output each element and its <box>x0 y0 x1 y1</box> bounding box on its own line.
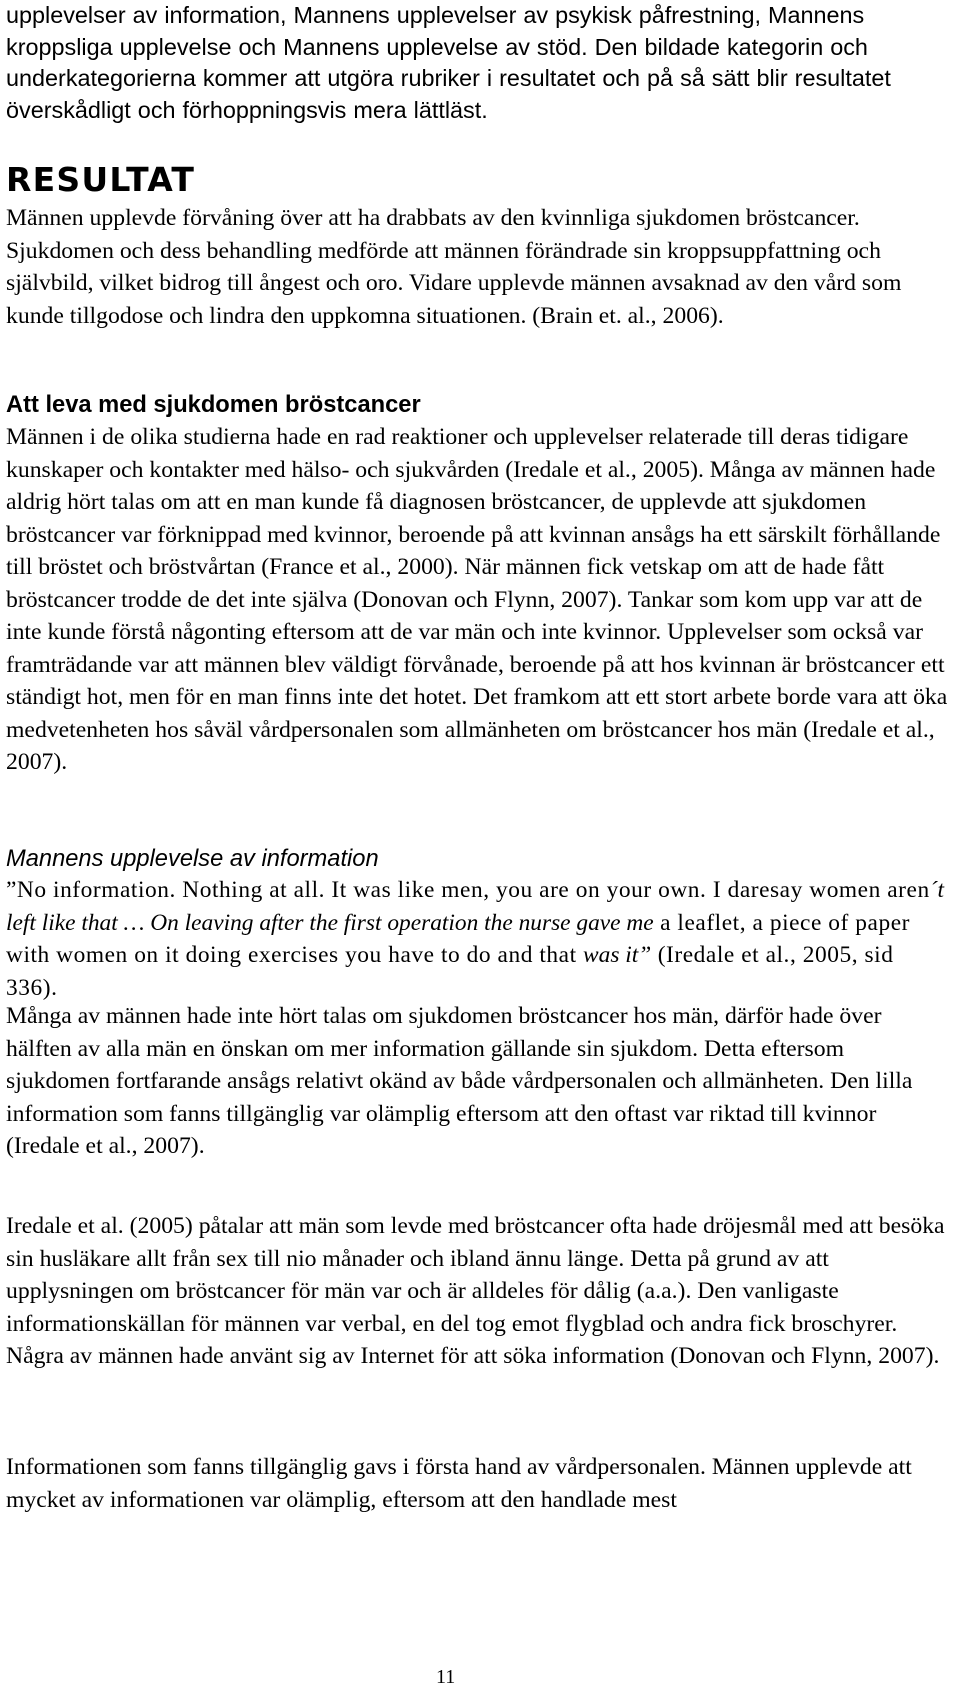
quote-text-regular: ”No information. Nothing at all. It was like men, you are on your own. I daresay women aren <box>6 877 930 903</box>
intro-paragraph: upplevelser av information, Mannens upplevelser av psykisk påfrestning, Mannens kroppsliga upplevelse och Mannens upplevelse av stöd. Den bildade kategorin och underkategorierna kommer att utgöra rubriker i resultatet och på så sätt blir resultatet överskådligt och förhoppningsvis mera lättläst. <box>6 2 891 124</box>
results-heading: RESULTAT <box>6 160 196 199</box>
section-heading-information: Mannens upplevelse av information <box>6 846 379 872</box>
information-paragraph-1: Många av männen hade inte hört talas om sjukdomen bröstcancer hos män, därför hade över hälften av alla män en önskan om mer information gällande sin sjukdom. Detta eftersom sjukdomen fortfarande ansågs relativt okänd av både vårdpersonalen och allmänheten. Den lilla information som fanns tillgänglig var olämplig eftersom att den oftast var riktad till kvinnor (Iredale et al., 2007). <box>6 1003 913 1159</box>
living-paragraph: Männen i de olika studierna hade en rad reaktioner och upplevelser relaterade till deras tidigare kunskaper och kontakter med hälso- och sjukvården (Iredale et al., 2005). Många av männen hade aldrig hört talas om att en man kunde få diagnosen bröstcancer, de upplevde att sjukdomen bröstcancer var förknippad med kvinnor, beroende på att kvinnan ansågs ha ett särskilt förhållande till bröstet och bröstvårtan (France et al., 2000). När männen fick vetskap om att de hade fått bröstcancer trodde de det inte själva (Donovan och Flynn, 2007). Tankar som kom upp var att de inte kunde förstå någonting eftersom att de var män och inte kvinnor. Upplevelser som också var framträdande var att männen blev väldigt förvånade, beroende på att hos kvinnan är bröstcancer ett ständigt hot, men för en man finns inte det hotet. Det framkom att ett stort arbete borde vara att öka medvetenheten hos såväl vårdpersonalen som allmänheten om bröstcancer hos män (Iredale et al., 2007). <box>6 424 948 775</box>
quote-text-regular-2: a leaflet, a piece of paper with women on it doing exercises you have to do and that <box>6 909 910 968</box>
page-number: 11 <box>436 1666 456 1688</box>
information-paragraph-2: Iredale et al. (2005) påtalar att män som levde med bröstcancer ofta hade dröjesmål med att besöka sin husläkare allt från sex till nio månader och ibland ännu länge. Detta på grund av att upplysningen om bröstcancer för män var och är alldeles för dålig (a.a.). Den vanligaste informationskällan för männen var verbal, en del tog emot flygblad och andra fick broschyrer. Några av männen hade använt sig av Internet för att söka information (Donovan och Flynn, 2007). <box>6 1213 945 1369</box>
document-page <box>6 0 951 1693</box>
results-paragraph: Männen upplevde förvåning över att ha drabbats av den kvinnliga sjukdomen bröstcancer. Sjukdomen och dess behandling medförde att männen förändrade sin kroppsuppfattning och självbild, vilket bidrog till ångest och oro. Vidare upplevde männen avsaknad av den vård som kunde tillgodose och lindra den uppkomna situationen. (Brain et. al., 2006). <box>6 205 902 329</box>
quote-text-italic: ´t left like that … On leaving after the first operation the nurse gave me <box>6 877 944 936</box>
patient-quote <box>6 874 951 1004</box>
quote-citation: (Iredale et al., 2005, sid 336). <box>6 942 894 1001</box>
section-heading-living: Att leva med sjukdomen bröstcancer <box>6 392 421 418</box>
information-paragraph-3: Informationen som fanns tillgänglig gavs i första hand av vårdpersonalen. Männen upplevde att mycket av informationen var olämplig, eftersom att den handlade mest <box>6 1454 912 1513</box>
quote-text-italic-2: was it” <box>583 942 652 968</box>
